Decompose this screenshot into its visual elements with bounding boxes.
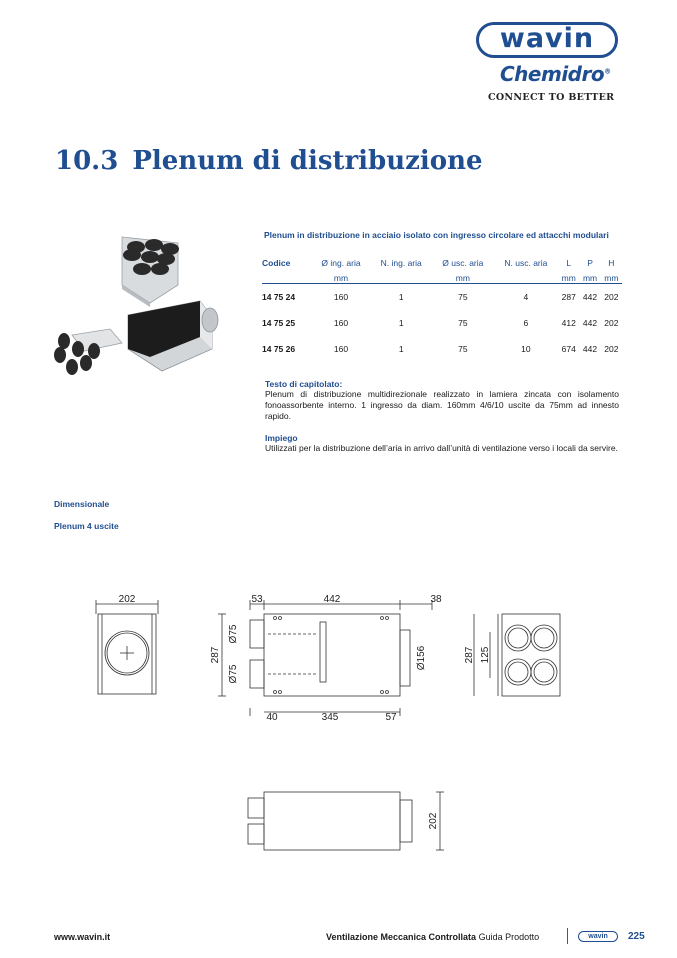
section-title: Plenum di distribuzione [132, 146, 483, 176]
dim-plan-height: 202 [428, 812, 439, 830]
spec-table [262, 256, 622, 362]
product-image [50, 225, 230, 385]
col-p: P [587, 257, 593, 268]
drawings-heading: Dimensionale [54, 499, 110, 509]
dim-side-height: 287 [464, 646, 475, 664]
table-row: 14 75 24 160 1 75 4 287 442 202 [262, 292, 619, 302]
dim-outlet-a: Ø75 [228, 624, 239, 644]
table-units-row: mm mm mm mm mm [262, 269, 622, 284]
dim-front-width: 202 [118, 594, 136, 605]
table-row: 14 75 26 160 1 75 10 674 442 202 [262, 344, 619, 354]
page-number: 225 [628, 931, 645, 942]
footer-website[interactable]: www.wavin.it [54, 932, 111, 942]
impiego-block [265, 433, 619, 454]
dim-bottom-left: 40 [266, 712, 278, 723]
box-inlet [202, 308, 218, 332]
dim-inlet: Ø156 [416, 645, 427, 671]
tagline: CONNECT TO BETTER [488, 92, 615, 103]
table-row: 14 75 25 160 1 75 6 412 442 202 [262, 318, 619, 328]
capitolato-text: Plenum di distribuzione multidirezionale realizzato in lamiera zincata con isolamento fonoassorbente interno. 1 ingresso da diam. 160mm 4/6/10 uscite da 75mm ad innesto rapido. [265, 389, 619, 421]
dim-bottom-right: 57 [385, 712, 397, 723]
page-title [55, 146, 483, 176]
dim-height: 287 [210, 646, 221, 664]
col-n-out: N. usc. aria [504, 257, 548, 268]
dim-top-left: 53 [251, 594, 263, 605]
impiego-heading: Impiego [265, 433, 298, 443]
capitolato-heading: Testo di capitolato: [265, 379, 343, 389]
plan-view [248, 792, 444, 850]
col-n-in: N. ing. aria [380, 257, 422, 268]
technical-drawing [0, 580, 677, 870]
capitolato-block [265, 379, 619, 422]
section-number: 10.3 [55, 146, 119, 176]
col-diam-out: Ø usc. aria [442, 257, 484, 268]
front-view [96, 600, 158, 694]
footer-doc: Ventilazione Meccanica Controllata Guida Prodotto [326, 932, 540, 942]
wavin-logo [476, 22, 618, 58]
drawings-subheading: Plenum 4 uscite [54, 521, 119, 531]
col-codice: Codice [262, 257, 291, 268]
chemidro-logo: Chemidro® [500, 62, 611, 86]
col-l: L [566, 257, 572, 268]
footer-divider [567, 928, 568, 944]
col-h: H [608, 257, 615, 268]
dim-outlet-b: Ø75 [228, 664, 239, 684]
dim-top-len: 442 [323, 594, 341, 605]
dim-top-right: 38 [430, 594, 442, 605]
col-diam-in: Ø ing. aria [321, 257, 361, 268]
footer-logo: wavin [578, 931, 618, 942]
impiego-text: Utilizzati per la distribuzione dell’aria in arrivo dall’unità di ventilazione verso i locali da servire. [265, 443, 618, 453]
product-description: Plenum in distribuzione in acciaio isolato con ingresso circolare ed attacchi modulari [264, 230, 609, 240]
wavin-logo-text: wavin [499, 23, 595, 54]
table-header-row [262, 256, 622, 269]
dim-bottom-mid: 345 [321, 712, 339, 723]
dim-side-spacing: 125 [480, 646, 491, 664]
long-view [218, 600, 432, 716]
